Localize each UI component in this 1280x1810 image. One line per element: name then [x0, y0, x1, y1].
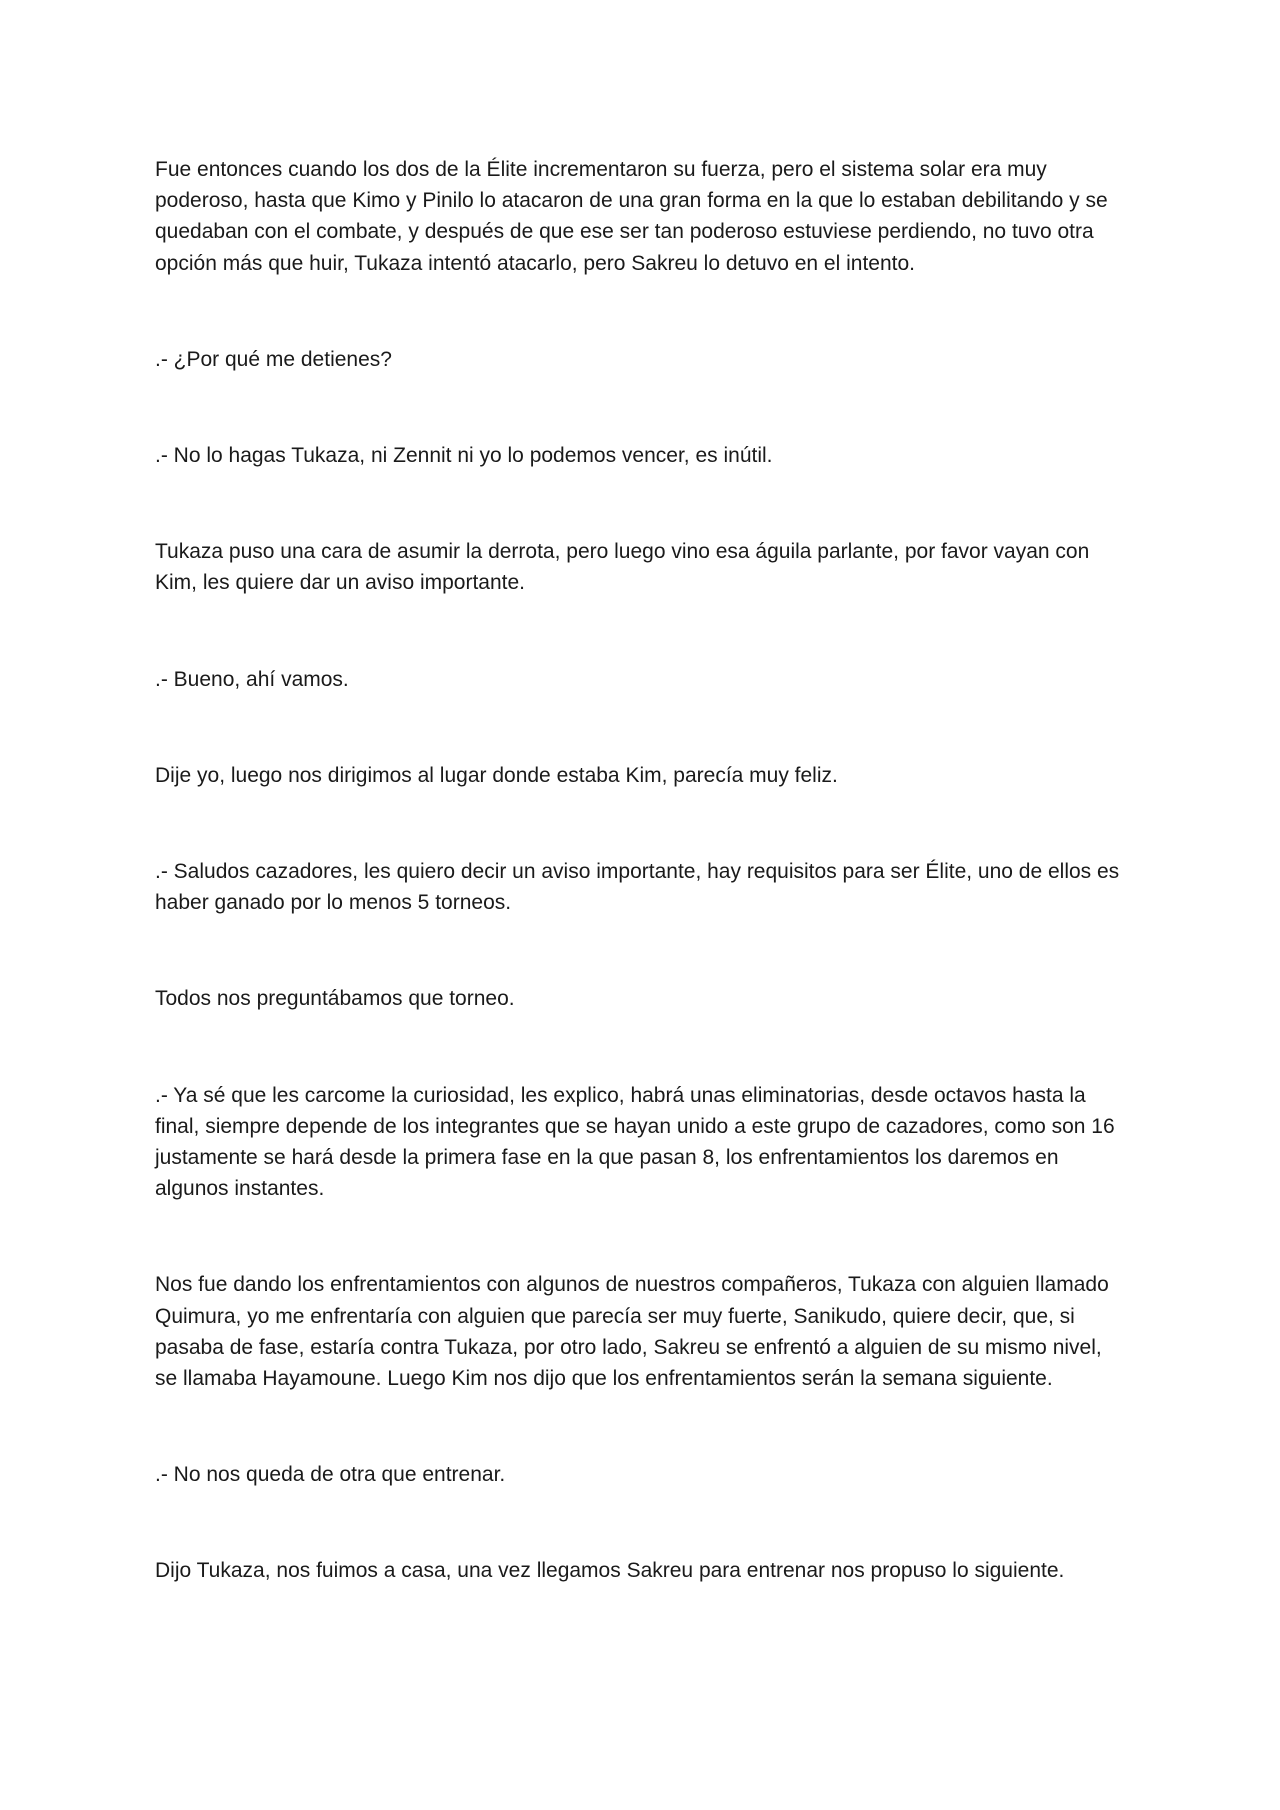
paragraph-2: Tukaza puso una cara de asumir la derrota, pero luego vino esa águila parlante, por favor vayan con Kim, les quiere dar un aviso importante.: [155, 540, 1090, 595]
dialogue-line-3: .- Bueno, ahí vamos.: [155, 667, 349, 691]
dialogue-line-6: .- No nos queda de otra que entrenar.: [155, 1463, 506, 1487]
dialogue-line-5: .- Ya sé que les carcome la curiosidad, les explico, habrá unas eliminatorias, desde octavos hasta la final, siempre depende de los integrantes que se hayan unido a este grupo de cazadores, como son 16 justamente se hará desde la primera fase en la que pasan 8, los enfrentamientos los daremos en algunos instantes.: [155, 1083, 1115, 1201]
dialogue-line-4: .- Saludos cazadores, les quiero decir un aviso importante, hay requisitos para ser Élite, uno de ellos es haber ganado por lo menos 5 torneos.: [155, 860, 1120, 915]
paragraph-5: Nos fue dando los enfrentamientos con algunos de nuestros compañeros, Tukaza con alguien llamado Quimura, yo me enfrentaría con alguien que parecía ser muy fuerte, Sanikudo, quiere decir, que, si pasaba de fase, estaría contra Tukaza, por otro lado, Sakreu se enfrentó a alguien de su mismo nivel, se llamaba Hayamoune. Luego Kim nos dijo que los enfrentamientos serán la semana siguiente.: [155, 1273, 1109, 1391]
dialogue-line-1: .- ¿Por qué me detienes?: [155, 347, 392, 371]
paragraph-6: Dijo Tukaza, nos fuimos a casa, una vez llegamos Sakreu para entrenar nos propuso lo siguiente.: [155, 1559, 1065, 1583]
document-body: [155, 154, 1125, 1652]
paragraph-4: Todos nos preguntábamos que torneo.: [155, 987, 515, 1011]
paragraph-3: Dije yo, luego nos dirigimos al lugar donde estaba Kim, parecía muy feliz.: [155, 763, 838, 787]
dialogue-line-2: .- No lo hagas Tukaza, ni Zennit ni yo lo podemos vencer, es inútil.: [155, 444, 773, 468]
paragraph-1: Fue entonces cuando los dos de la Élite incrementaron su fuerza, pero el sistema solar era muy poderoso, hasta que Kimo y Pinilo lo atacaron de una gran forma en la que lo estaban debilitando y se quedaban con el combate, y después de que ese ser tan poderoso estuviese perdiendo, no tuvo otra opción más que huir, Tukaza intentó atacarlo, pero Sakreu lo detuvo en el intento.: [155, 158, 1108, 275]
